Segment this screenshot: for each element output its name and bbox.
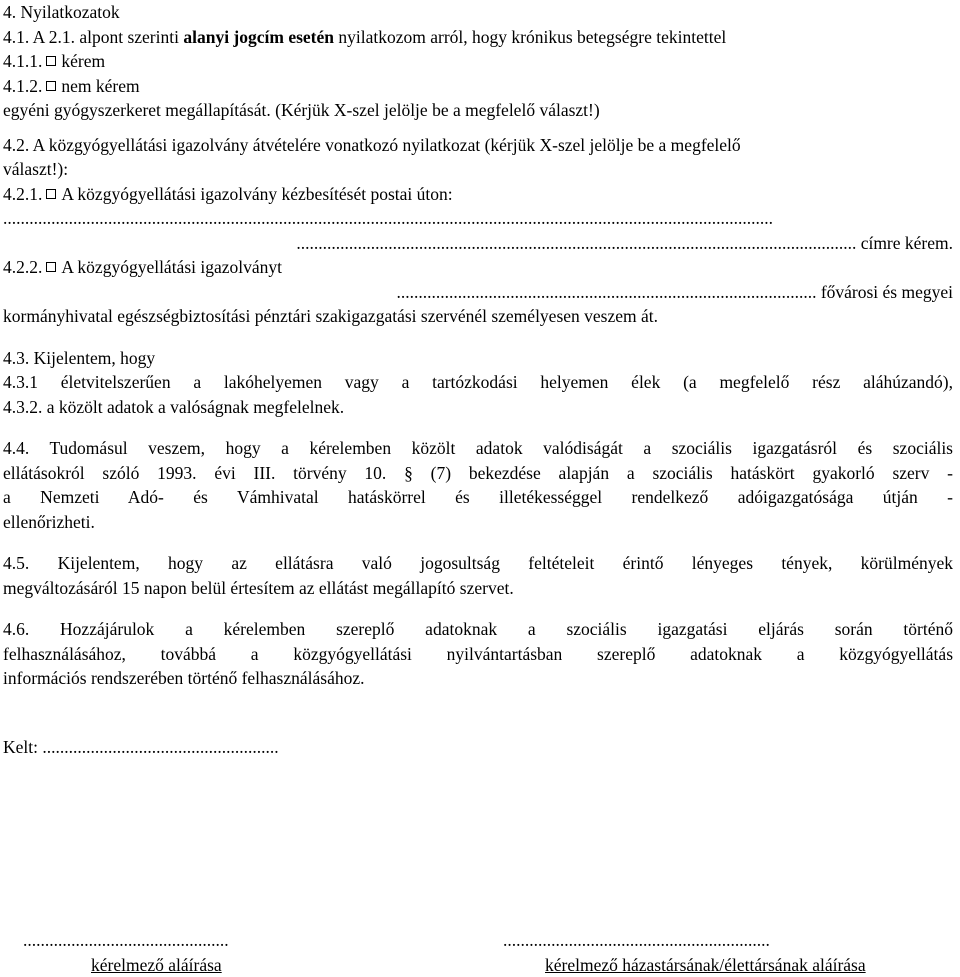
section-4-1-suffix: nyilatkozom arról, hogy krónikus betegségre tekintettel [334,26,727,47]
section-4-2-line2: választ!): [3,159,69,179]
section-4-5-line1: 4.5. Kijelentem, hogy az ellátásra való jogosultság feltételeit érintő lényeges tények, körülmények [3,553,953,573]
section-4-6-line1: 4.6. Hozzájárulok a kérelemben szereplő adatoknak a szociális igazgatási eljárás során történő [3,619,953,639]
applicant-signature[interactable] [23,928,229,977]
option-4-2-2 [3,255,953,280]
kelt-field[interactable]: Kelt: ...................................................... [3,736,279,757]
option-4-1-2 [3,74,953,99]
section-4-3-1: 4.3.1 életvitelszerűen a lakóhelyemen vagy a tartózkodási helyemen élek (a megfelelő rész aláhúzandó), [3,372,953,392]
section-4-6-line2: felhasználásához, továbbá a közgyógyellátási nyilvántartásban szereplő adatoknak a közgyógyellátás [3,643,953,664]
spouse-signature-label: kérelmező házastársának/élettársának aláírása [545,954,866,975]
checkbox-icon[interactable] [46,262,56,272]
signature-row [3,928,958,976]
option-4-1-1 [3,49,953,74]
section-heading: 4. Nyilatkozatok [3,2,120,22]
office-line2: kormányhivatal egészségbiztosítási pénztári szakigazgatási szervénél személyesen veszem át. [3,306,659,326]
checkbox-icon[interactable] [46,81,56,91]
section-4-4-line2: ellátásokról szóló 1993. évi III. törvény 10. § (7) bekezdése alapján a szociális hatáskört gyakorló szerv - [3,462,953,483]
section-4-4-line3: a Nemzeti Adó- és Vámhivatal hatáskörrel és illetékességgel rendelkező adóigazgatósága útján - [3,487,953,507]
option-4-2-1-number: 4.2.1. [3,183,43,204]
applicant-signature-line[interactable]: ............................................... [23,930,229,950]
option-4-2-1 [3,182,953,207]
checkbox-icon[interactable] [46,56,56,66]
option-4-2-1-label: A közgyógyellátási igazolvány kézbesítését postai úton: [61,183,453,204]
section-4-5-line2: megváltozásáról 15 napon belül értesítem az ellátást megállapító szervet. [3,577,514,598]
spouse-signature-line[interactable]: ............................................................. [503,930,770,950]
option-4-2-2-number: 4.2.2. [3,257,43,277]
option-4-2-2-label: A közgyógyellátási igazolványt [61,257,283,277]
section-4-6-line3: információs rendszerében történő felhasználásához. [3,668,365,688]
section-4-1-bold: alanyi jogcím esetén [183,26,335,47]
postal-address-line[interactable]: ................................................................................................................................ címre kérem. [296,232,953,253]
declarations-document [3,0,953,759]
spouse-signature[interactable] [503,928,866,977]
section-4-1-prefix: 4.1. A 2.1. alpont szerinti [3,26,184,47]
section-4-3-2: 4.3.2. a közölt adatok a valóságnak megfelelnek. [3,396,345,417]
option-4-1-2-number: 4.1.2. [3,75,43,96]
applicant-signature-label: kérelmező aláírása [91,954,222,975]
checkbox-icon[interactable] [46,189,56,199]
section-4-2-line1: 4.2. A közgyógyellátási igazolvány átvételére vonatkozó nyilatkozat (kérjük X-szel jelölje be a megfelelő [3,134,741,155]
section-4-3-heading: 4.3. Kijelentem, hogy [3,347,156,368]
section-4-4-line4: ellenőrizheti. [3,511,95,532]
postal-dots-line[interactable]: ................................................................................................................................................................................ [3,208,773,228]
option-4-1-1-number: 4.1.1. [3,51,43,71]
office-line1[interactable]: ................................................................................................ fővárosi és megyei [396,281,953,302]
option-4-1-2-label: nem kérem [61,75,140,96]
section-4-4-line1: 4.4. Tudomásul veszem, hogy a kérelemben közölt adatok valódiságát a szociális igazgatásról és szociális [3,438,953,458]
section-4-1-note: egyéni gyógyszerkeret megállapítását. (Kérjük X-szel jelölje be a megfelelő választ!) [3,100,600,120]
section-4-1-intro [3,25,953,50]
option-4-1-1-label: kérem [61,51,106,71]
